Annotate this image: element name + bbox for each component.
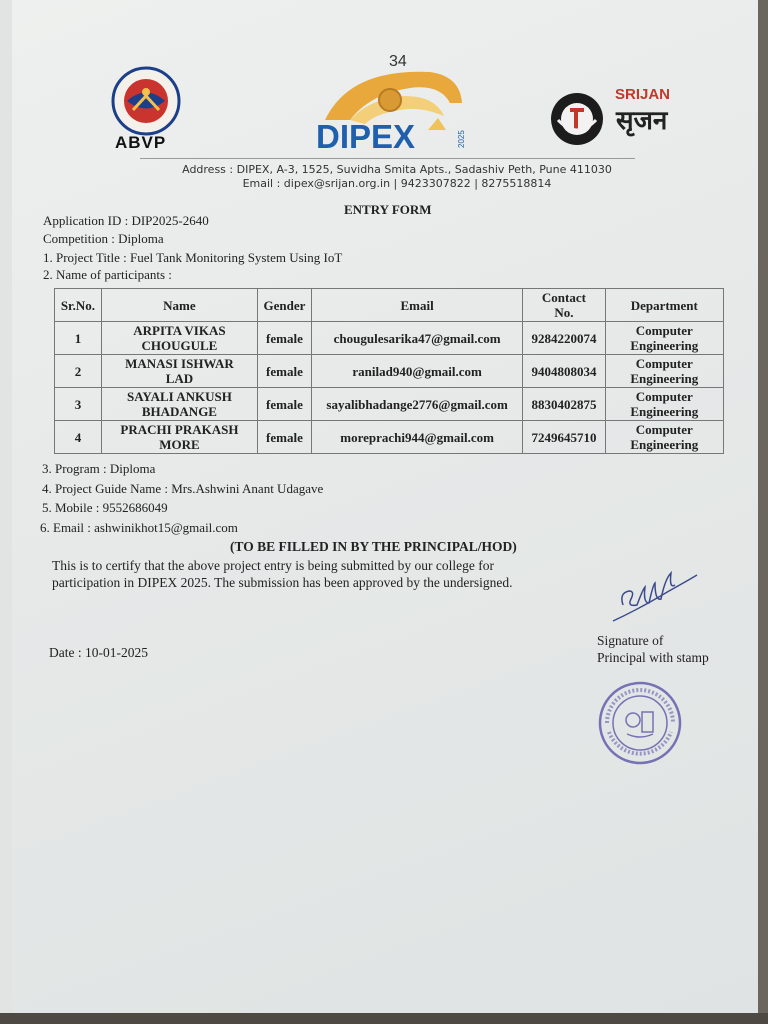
address-line: Address : DIPEX, A-3, 1525, Suvidha Smita Apts., Sadashiv Peth, Pune 411030 bbox=[182, 163, 612, 176]
header-department: Department bbox=[605, 289, 723, 322]
dept-line2: Engineering bbox=[630, 338, 699, 353]
name-line2: BHADANGE bbox=[141, 404, 217, 419]
name-line2: LAD bbox=[165, 371, 194, 386]
dept-line2: Engineering bbox=[630, 404, 699, 419]
signature-label: Signature of bbox=[597, 633, 664, 648]
name-line1: SAYALI ANKUSH bbox=[126, 389, 232, 404]
project-title: 1. Project Title : Fuel Tank Monitoring System Using IoT bbox=[43, 250, 343, 265]
submission-date: Date : 10-01-2025 bbox=[49, 645, 148, 660]
cell-name bbox=[101, 355, 257, 388]
participants-table bbox=[54, 288, 724, 454]
cell-email: sayalibhadange2776@gmail.com bbox=[311, 388, 522, 421]
college-stamp-icon bbox=[595, 680, 685, 766]
cell-sr: 3 bbox=[55, 388, 102, 421]
cell-gender: female bbox=[257, 421, 311, 454]
table-header-row bbox=[55, 289, 724, 322]
dept-line1: Computer bbox=[635, 389, 693, 404]
signature-icon bbox=[609, 565, 701, 627]
table-row bbox=[55, 421, 724, 454]
cell-sr: 2 bbox=[55, 355, 102, 388]
header-email: Email bbox=[311, 289, 522, 322]
certification-line2: participation in DIPEX 2025. The submission has been approved by the undersigned. bbox=[52, 575, 513, 590]
principal-stamp-label: Principal with stamp bbox=[597, 650, 709, 665]
dipex-wordmark: DIPEX bbox=[316, 118, 416, 153]
header-contact bbox=[523, 289, 605, 322]
cell-name bbox=[101, 388, 257, 421]
name-line1: PRACHI PRAKASH bbox=[120, 422, 239, 437]
guide-mobile: 5. Mobile : 9552686049 bbox=[42, 500, 168, 515]
cell-contact: 9284220074 bbox=[523, 322, 605, 355]
srijan-english-label: SRIJAN bbox=[615, 86, 671, 103]
cell-gender: female bbox=[257, 355, 311, 388]
cell-department bbox=[605, 355, 723, 388]
header-contact-line2: No. bbox=[554, 305, 574, 320]
project-guide: 4. Project Guide Name : Mrs.Ashwini Anant Udagave bbox=[42, 481, 324, 496]
certification-title: (TO BE FILLED IN BY THE PRINCIPAL/HOD) bbox=[230, 539, 517, 554]
cell-name bbox=[101, 322, 257, 355]
cell-sr: 4 bbox=[55, 421, 102, 454]
program: 3. Program : Diploma bbox=[42, 461, 156, 476]
contact-email-line: Email : dipex@srijan.org.in | 9423307822 | 8275518814 bbox=[242, 177, 552, 190]
cell-contact: 9404808034 bbox=[523, 355, 605, 388]
table-row bbox=[55, 388, 724, 421]
header-gender: Gender bbox=[257, 289, 311, 322]
name-line2: MORE bbox=[159, 437, 200, 452]
certification-text bbox=[52, 557, 612, 591]
table-row bbox=[55, 355, 724, 388]
dept-line2: Engineering bbox=[630, 371, 699, 386]
svg-text:2025: 2025 bbox=[457, 130, 466, 148]
photo-bottom-edge bbox=[0, 1013, 768, 1024]
header-contact-line1: Contact bbox=[541, 290, 586, 305]
application-id: Application ID : DIP2025-2640 bbox=[43, 213, 209, 228]
cell-gender: female bbox=[257, 388, 311, 421]
name-line1: MANASI ISHWAR bbox=[125, 356, 234, 371]
form-title: ENTRY FORM bbox=[344, 202, 432, 217]
dept-line1: Computer bbox=[635, 323, 693, 338]
dept-line2: Engineering bbox=[630, 437, 699, 452]
photo-right-edge bbox=[758, 0, 768, 1013]
name-line1: ARPITA VIKAS bbox=[133, 323, 226, 338]
cell-department bbox=[605, 388, 723, 421]
photo-left-edge bbox=[0, 0, 12, 1013]
cell-email: moreprachi944@gmail.com bbox=[311, 421, 522, 454]
dept-line1: Computer bbox=[635, 356, 693, 371]
name-line2: CHOUGULE bbox=[141, 338, 218, 353]
abvp-logo-icon bbox=[107, 66, 185, 136]
guide-email: 6. Email : ashwinikhot15@gmail.com bbox=[40, 520, 238, 535]
header-sr: Sr.No. bbox=[55, 289, 102, 322]
page-number: 34 bbox=[389, 53, 407, 70]
srijan-hindi-label: सृजन bbox=[616, 106, 668, 136]
header-divider bbox=[140, 158, 635, 159]
cell-email: chougulesarika47@gmail.com bbox=[311, 322, 522, 355]
abvp-label: ABVP bbox=[115, 133, 167, 152]
cell-department bbox=[605, 322, 723, 355]
cell-department bbox=[605, 421, 723, 454]
cell-sr: 1 bbox=[55, 322, 102, 355]
certification-line1: This is to certify that the above project entry is being submitted by our college for bbox=[52, 558, 495, 573]
participants-heading: 2. Name of participants : bbox=[43, 267, 172, 282]
dept-line1: Computer bbox=[635, 422, 693, 437]
table-row bbox=[55, 322, 724, 355]
cell-contact: 7249645710 bbox=[523, 421, 605, 454]
cell-email: ranilad940@gmail.com bbox=[311, 355, 522, 388]
competition: Competition : Diploma bbox=[43, 231, 164, 246]
cell-name bbox=[101, 421, 257, 454]
document-page bbox=[12, 0, 758, 1013]
cell-contact: 8830402875 bbox=[523, 388, 605, 421]
srijan-logo-icon bbox=[548, 90, 606, 148]
cell-gender: female bbox=[257, 322, 311, 355]
header-name: Name bbox=[101, 289, 257, 322]
dipex-logo-icon bbox=[310, 58, 468, 153]
